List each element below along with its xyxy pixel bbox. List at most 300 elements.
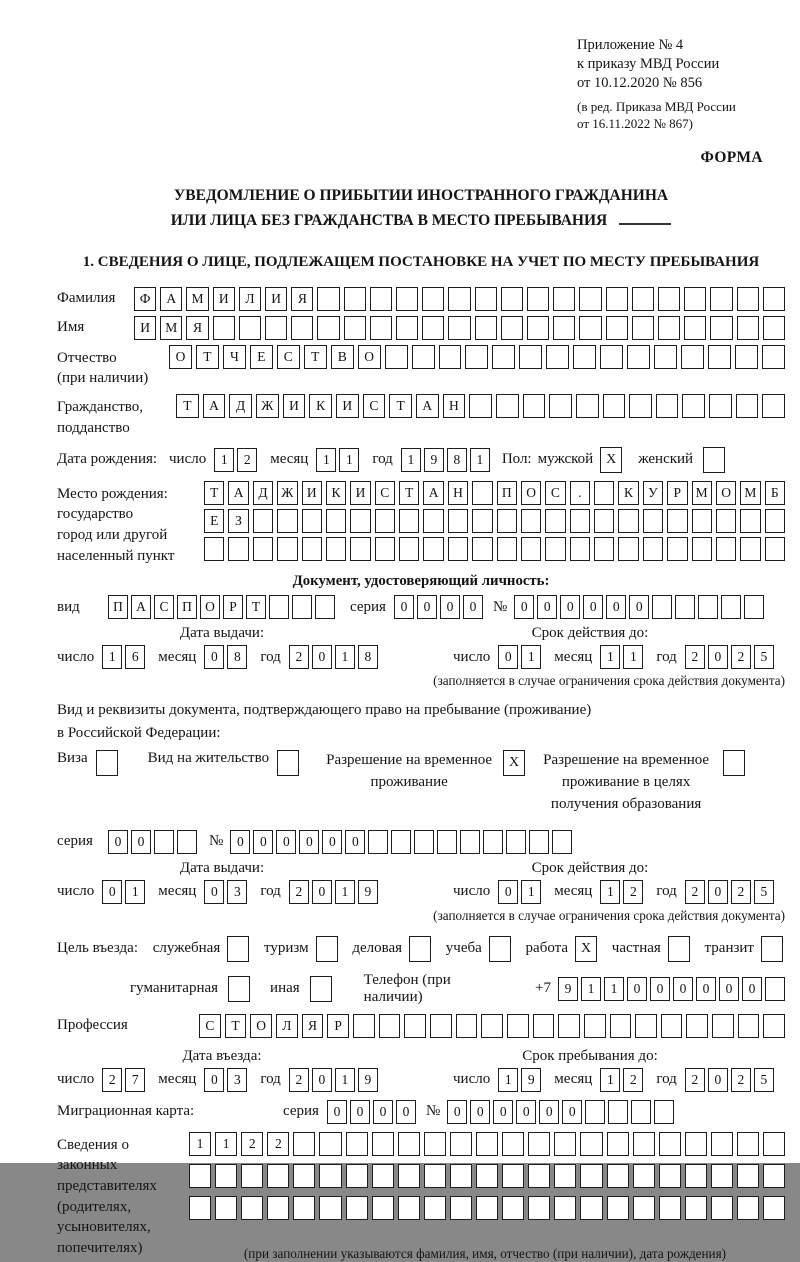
birthplace-cells-3-char[interactable] — [497, 537, 517, 561]
birthplace-cells-1-char[interactable]: О — [521, 481, 541, 505]
day-cell[interactable]: 9 — [521, 1068, 541, 1092]
day-cell[interactable]: 1 — [521, 880, 541, 904]
citizenship-cells-char[interactable] — [523, 394, 546, 418]
representatives-cells-2-char[interactable] — [633, 1164, 655, 1188]
birthplace-cells-2-char[interactable]: З — [228, 509, 248, 533]
profession-cells-char[interactable] — [610, 1014, 632, 1038]
month-cell[interactable]: 3 — [227, 1068, 247, 1092]
day-cell[interactable]: 1 — [521, 645, 541, 669]
birthplace-cells-1-char[interactable] — [594, 481, 614, 505]
doc-type-cells-char[interactable]: А — [131, 595, 151, 619]
representatives-cells-3-char[interactable] — [319, 1196, 341, 1220]
birthplace-cells-3-char[interactable] — [667, 537, 687, 561]
representatives-cells-1-char[interactable] — [685, 1132, 707, 1156]
birthplace-cells-3-char[interactable] — [618, 537, 638, 561]
name-cells-char[interactable] — [370, 316, 392, 340]
name-cells-char[interactable] — [632, 316, 654, 340]
profession-cells-char[interactable] — [533, 1014, 555, 1038]
name-cells-char[interactable]: Я — [186, 316, 208, 340]
name-cells-char[interactable] — [344, 316, 366, 340]
surname-cells-char[interactable]: И — [213, 287, 235, 311]
representatives-cells-1-char[interactable] — [346, 1132, 368, 1156]
month-cell[interactable]: 1 — [316, 448, 336, 472]
residence-number-cells-char[interactable]: 0 — [276, 830, 296, 854]
representatives-cells-2-char[interactable] — [554, 1164, 576, 1188]
citizenship-cells-char[interactable] — [469, 394, 492, 418]
patronymic-cells-char[interactable]: Е — [250, 345, 273, 369]
representatives-cells-1-char[interactable] — [293, 1132, 315, 1156]
year-cell[interactable]: 9 — [358, 1068, 378, 1092]
residence-number-cells-char[interactable]: 0 — [322, 830, 342, 854]
day-cell[interactable]: 0 — [498, 645, 518, 669]
birthplace-cells-2-char[interactable] — [326, 509, 346, 533]
profession-cells-char[interactable]: С — [199, 1014, 221, 1038]
day-cell[interactable]: 0 — [102, 880, 122, 904]
birthplace-cells-3-char[interactable] — [253, 537, 273, 561]
birthplace-cells-2-char[interactable] — [643, 509, 663, 533]
doc-type-cells-char[interactable]: П — [177, 595, 197, 619]
name-cells-char[interactable] — [606, 316, 628, 340]
year-cell[interactable]: 1 — [335, 645, 355, 669]
surname-cells-char[interactable] — [475, 287, 497, 311]
residence-number-cells-char[interactable] — [368, 830, 388, 854]
representatives-cells-3-char[interactable] — [607, 1196, 629, 1220]
private-checkbox[interactable] — [668, 936, 690, 962]
day-cell[interactable]: 2 — [237, 448, 257, 472]
year-cell[interactable]: 2 — [289, 880, 309, 904]
surname-cells-char[interactable] — [737, 287, 759, 311]
month-cell[interactable]: 0 — [204, 1068, 224, 1092]
patronymic-cells-char[interactable] — [573, 345, 596, 369]
name-cells-char[interactable] — [684, 316, 706, 340]
name-cells-char[interactable] — [501, 316, 523, 340]
birthplace-cells-1-char[interactable]: Ж — [277, 481, 297, 505]
representatives-cells-1-char[interactable] — [554, 1132, 576, 1156]
residence-number-cells-char[interactable]: 0 — [253, 830, 273, 854]
birthplace-cells-3-char[interactable] — [228, 537, 248, 561]
birthplace-cells-2-char[interactable] — [302, 509, 322, 533]
citizenship-cells-char[interactable] — [762, 394, 785, 418]
citizenship-cells-char[interactable] — [682, 394, 705, 418]
profession-cells-char[interactable] — [481, 1014, 503, 1038]
birthplace-cells-3-char[interactable] — [643, 537, 663, 561]
representatives-cells-1-char[interactable]: 1 — [215, 1132, 237, 1156]
name-cells-char[interactable] — [737, 316, 759, 340]
citizenship-cells-char[interactable] — [496, 394, 519, 418]
year-cell[interactable]: 2 — [685, 1068, 705, 1092]
patronymic-cells-char[interactable] — [412, 345, 435, 369]
year-cell[interactable]: 0 — [708, 880, 728, 904]
residence-number-cells-char[interactable] — [414, 830, 434, 854]
birthplace-cells-1-char[interactable]: Т — [204, 481, 224, 505]
surname-cells-char[interactable] — [553, 287, 575, 311]
residence-permit-checkbox[interactable] — [277, 750, 299, 776]
day-cell[interactable]: 1 — [498, 1068, 518, 1092]
name-cells-char[interactable] — [658, 316, 680, 340]
study-checkbox[interactable] — [489, 936, 511, 962]
birthplace-cells-3-char[interactable] — [765, 537, 785, 561]
representatives-cells-1-char[interactable] — [372, 1132, 394, 1156]
representatives-cells-3-char[interactable] — [737, 1196, 759, 1220]
name-cells-char[interactable] — [553, 316, 575, 340]
citizenship-cells-char[interactable]: И — [336, 394, 359, 418]
birthplace-cells-3-char[interactable] — [204, 537, 224, 561]
month-cell[interactable]: 1 — [600, 1068, 620, 1092]
name-cells-char[interactable] — [710, 316, 732, 340]
patronymic-cells-char[interactable] — [385, 345, 408, 369]
representatives-cells-2-char[interactable] — [372, 1164, 394, 1188]
representatives-cells-1-char[interactable] — [424, 1132, 446, 1156]
birthplace-cells-2-char[interactable] — [570, 509, 590, 533]
surname-cells-char[interactable] — [632, 287, 654, 311]
representatives-cells-1-char[interactable] — [737, 1132, 759, 1156]
name-cells-char[interactable] — [396, 316, 418, 340]
citizenship-cells-char[interactable]: С — [363, 394, 386, 418]
profession-cells-char[interactable]: О — [250, 1014, 272, 1038]
other-purpose-checkbox[interactable] — [310, 976, 332, 1002]
birthplace-cells-3-char[interactable] — [399, 537, 419, 561]
birthplace-cells-2-char[interactable] — [350, 509, 370, 533]
doc-type-cells-char[interactable] — [315, 595, 335, 619]
birthplace-cells-3-char[interactable] — [692, 537, 712, 561]
mig-number-cells-char[interactable] — [585, 1100, 605, 1124]
phone-cells-char[interactable]: 0 — [627, 977, 647, 1001]
name-cells-char[interactable]: М — [160, 316, 182, 340]
birthplace-cells-2-char[interactable] — [716, 509, 736, 533]
day-cell[interactable]: 0 — [498, 880, 518, 904]
birthplace-cells-3-char[interactable] — [740, 537, 760, 561]
phone-cells-char[interactable]: 1 — [581, 977, 601, 1001]
patronymic-cells-char[interactable] — [627, 345, 650, 369]
residence-number-cells-char[interactable] — [552, 830, 572, 854]
year-cell[interactable]: 0 — [312, 645, 332, 669]
birthplace-cells-1-char[interactable]: И — [302, 481, 322, 505]
sex-male-checkbox[interactable]: X — [600, 447, 622, 473]
surname-cells-char[interactable] — [684, 287, 706, 311]
name-cells-char[interactable]: И — [134, 316, 156, 340]
profession-cells-char[interactable] — [712, 1014, 734, 1038]
birthplace-cells-1-char[interactable]: Р — [667, 481, 687, 505]
citizenship-cells-char[interactable]: Т — [389, 394, 412, 418]
birthplace-cells-1-char[interactable]: У — [643, 481, 663, 505]
profession-cells-char[interactable]: Т — [225, 1014, 247, 1038]
birthplace-cells-1-char[interactable]: А — [423, 481, 443, 505]
birthplace-cells-2-char[interactable] — [472, 509, 492, 533]
surname-cells-char[interactable] — [606, 287, 628, 311]
birthplace-cells-3-char[interactable] — [570, 537, 590, 561]
birthplace-cells-1-char[interactable]: А — [228, 481, 248, 505]
residence-number-cells-char[interactable]: 0 — [299, 830, 319, 854]
birthplace-cells-1-char[interactable]: С — [545, 481, 565, 505]
representatives-cells-1-char[interactable] — [763, 1132, 785, 1156]
transit-checkbox[interactable] — [761, 936, 783, 962]
surname-cells-char[interactable] — [579, 287, 601, 311]
month-cell[interactable]: 1 — [600, 645, 620, 669]
birthplace-cells-1-char[interactable]: С — [375, 481, 395, 505]
birthplace-cells-2-char[interactable] — [253, 509, 273, 533]
name-cells-char[interactable] — [291, 316, 313, 340]
mig-number-cells-char[interactable]: 0 — [447, 1100, 467, 1124]
representatives-cells-3-char[interactable] — [763, 1196, 785, 1220]
surname-cells-char[interactable]: Л — [239, 287, 261, 311]
doc-type-cells-char[interactable]: Т — [246, 595, 266, 619]
patronymic-cells-char[interactable] — [519, 345, 542, 369]
citizenship-cells-char[interactable]: Т — [176, 394, 199, 418]
representatives-cells-3-char[interactable] — [372, 1196, 394, 1220]
patronymic-cells-char[interactable] — [762, 345, 785, 369]
mig-seriya-cells-char[interactable]: 0 — [396, 1100, 416, 1124]
residence-number-cells-char[interactable] — [506, 830, 526, 854]
name-cells-char[interactable] — [448, 316, 470, 340]
birthplace-cells-2-char[interactable] — [618, 509, 638, 533]
representatives-cells-2-char[interactable] — [502, 1164, 524, 1188]
phone-cells-char[interactable]: 1 — [604, 977, 624, 1001]
birthplace-cells-2-char[interactable] — [594, 509, 614, 533]
year-cell[interactable]: 5 — [754, 880, 774, 904]
mig-number-cells-char[interactable]: 0 — [493, 1100, 513, 1124]
representatives-cells-3-char[interactable] — [502, 1196, 524, 1220]
representatives-cells-2-char[interactable] — [659, 1164, 681, 1188]
citizenship-cells-char[interactable]: Ж — [256, 394, 279, 418]
birthplace-cells-2-char[interactable] — [765, 509, 785, 533]
temp-residence-checkbox[interactable]: X — [503, 750, 525, 776]
day-cell[interactable]: 6 — [125, 645, 145, 669]
birthplace-cells-1-char[interactable]: М — [740, 481, 760, 505]
birthplace-cells-1-char[interactable]: М — [692, 481, 712, 505]
representatives-cells-2-char[interactable] — [398, 1164, 420, 1188]
representatives-cells-2-char[interactable] — [580, 1164, 602, 1188]
year-cell[interactable]: 1 — [335, 880, 355, 904]
birthplace-cells-1-char[interactable]: Н — [448, 481, 468, 505]
phone-cells-char[interactable]: 0 — [673, 977, 693, 1001]
representatives-cells-2-char[interactable] — [346, 1164, 368, 1188]
surname-cells-char[interactable] — [501, 287, 523, 311]
birthplace-cells-1-char[interactable]: Т — [399, 481, 419, 505]
mig-number-cells-char[interactable] — [631, 1100, 651, 1124]
doc-number-cells-char[interactable]: 0 — [583, 595, 603, 619]
birthplace-cells-2-char[interactable] — [375, 509, 395, 533]
birthplace-cells-1-char[interactable]: О — [716, 481, 736, 505]
birthplace-cells-3-char[interactable] — [716, 537, 736, 561]
representatives-cells-1-char[interactable] — [633, 1132, 655, 1156]
year-cell[interactable]: 8 — [358, 645, 378, 669]
representatives-cells-2-char[interactable] — [685, 1164, 707, 1188]
month-cell[interactable]: 1 — [339, 448, 359, 472]
residence-seriya-cells-char[interactable]: 0 — [131, 830, 151, 854]
birthplace-cells-2-char[interactable] — [692, 509, 712, 533]
birthplace-cells-3-char[interactable] — [350, 537, 370, 561]
surname-cells-char[interactable] — [396, 287, 418, 311]
residence-number-cells-char[interactable] — [483, 830, 503, 854]
name-cells-char[interactable] — [527, 316, 549, 340]
month-cell[interactable]: 0 — [204, 880, 224, 904]
name-cells-char[interactable] — [239, 316, 261, 340]
business-checkbox[interactable] — [227, 936, 249, 962]
year-cell[interactable]: 2 — [731, 645, 751, 669]
representatives-cells-1-char[interactable] — [319, 1132, 341, 1156]
birthplace-cells-2-char[interactable] — [399, 509, 419, 533]
representatives-cells-3-char[interactable] — [293, 1196, 315, 1220]
patronymic-cells-char[interactable]: В — [331, 345, 354, 369]
representatives-cells-1-char[interactable] — [502, 1132, 524, 1156]
birthplace-cells-2-char[interactable] — [667, 509, 687, 533]
citizenship-cells-char[interactable] — [603, 394, 626, 418]
doc-type-cells-char[interactable] — [269, 595, 289, 619]
surname-cells-char[interactable] — [370, 287, 392, 311]
representatives-cells-1-char[interactable] — [607, 1132, 629, 1156]
birthplace-cells-3-char[interactable] — [448, 537, 468, 561]
visa-checkbox[interactable] — [96, 750, 118, 776]
representatives-cells-3-char[interactable] — [241, 1196, 263, 1220]
citizenship-cells-char[interactable]: К — [309, 394, 332, 418]
representatives-cells-2-char[interactable] — [607, 1164, 629, 1188]
representatives-cells-2-char[interactable] — [476, 1164, 498, 1188]
commercial-checkbox[interactable] — [409, 936, 431, 962]
citizenship-cells-char[interactable] — [656, 394, 679, 418]
profession-cells-char[interactable] — [507, 1014, 529, 1038]
year-cell[interactable]: 1 — [401, 448, 421, 472]
representatives-cells-3-char[interactable] — [398, 1196, 420, 1220]
patronymic-cells-char[interactable] — [708, 345, 731, 369]
year-cell[interactable]: 9 — [358, 880, 378, 904]
doc-seriya-cells-char[interactable]: 0 — [463, 595, 483, 619]
representatives-cells-3-char[interactable] — [424, 1196, 446, 1220]
doc-seriya-cells-char[interactable]: 0 — [394, 595, 414, 619]
name-cells-char[interactable] — [213, 316, 235, 340]
citizenship-cells-char[interactable]: Д — [229, 394, 252, 418]
birthplace-cells-2-char[interactable] — [740, 509, 760, 533]
phone-cells-char[interactable]: 9 — [558, 977, 578, 1001]
representatives-cells-2-char[interactable] — [450, 1164, 472, 1188]
doc-number-cells-char[interactable]: 0 — [537, 595, 557, 619]
profession-cells-char[interactable] — [379, 1014, 401, 1038]
phone-cells-char[interactable]: 0 — [742, 977, 762, 1001]
month-cell[interactable]: 2 — [623, 1068, 643, 1092]
mig-number-cells-char[interactable]: 0 — [539, 1100, 559, 1124]
representatives-cells-2-char[interactable] — [319, 1164, 341, 1188]
representatives-cells-3-char[interactable] — [189, 1196, 211, 1220]
surname-cells-char[interactable]: А — [160, 287, 182, 311]
representatives-cells-3-char[interactable] — [659, 1196, 681, 1220]
representatives-cells-3-char[interactable] — [711, 1196, 733, 1220]
year-cell[interactable]: 2 — [731, 1068, 751, 1092]
patronymic-cells-char[interactable]: Т — [196, 345, 219, 369]
birthplace-cells-2-char[interactable] — [545, 509, 565, 533]
patronymic-cells-char[interactable]: Ч — [223, 345, 246, 369]
representatives-cells-1-char[interactable] — [659, 1132, 681, 1156]
birthplace-cells-1-char[interactable]: . — [570, 481, 590, 505]
birthplace-cells-3-char[interactable] — [545, 537, 565, 561]
representatives-cells-2-char[interactable] — [293, 1164, 315, 1188]
doc-number-cells-char[interactable]: 0 — [606, 595, 626, 619]
year-cell[interactable]: 1 — [470, 448, 490, 472]
birthplace-cells-2-char[interactable] — [521, 509, 541, 533]
birthplace-cells-1-char[interactable]: П — [497, 481, 517, 505]
residence-number-cells-char[interactable] — [529, 830, 549, 854]
doc-type-cells-char[interactable]: О — [200, 595, 220, 619]
representatives-cells-3-char[interactable] — [215, 1196, 237, 1220]
representatives-cells-3-char[interactable] — [580, 1196, 602, 1220]
surname-cells-char[interactable] — [422, 287, 444, 311]
year-cell[interactable]: 2 — [685, 645, 705, 669]
month-cell[interactable]: 3 — [227, 880, 247, 904]
citizenship-cells-char[interactable] — [576, 394, 599, 418]
sex-female-checkbox[interactable] — [703, 447, 725, 473]
birthplace-cells-2-char[interactable] — [497, 509, 517, 533]
patronymic-cells-char[interactable] — [654, 345, 677, 369]
profession-cells-char[interactable] — [353, 1014, 375, 1038]
representatives-cells-2-char[interactable] — [763, 1164, 785, 1188]
profession-cells-char[interactable] — [661, 1014, 683, 1038]
profession-cells-char[interactable]: Я — [302, 1014, 324, 1038]
profession-cells-char[interactable] — [584, 1014, 606, 1038]
doc-seriya-cells-char[interactable]: 0 — [417, 595, 437, 619]
profession-cells-char[interactable] — [558, 1014, 580, 1038]
name-cells-char[interactable] — [475, 316, 497, 340]
representatives-cells-1-char[interactable]: 1 — [189, 1132, 211, 1156]
surname-cells-char[interactable] — [448, 287, 470, 311]
patronymic-cells-char[interactable] — [492, 345, 515, 369]
doc-number-cells-char[interactable] — [675, 595, 695, 619]
doc-number-cells-char[interactable]: 0 — [560, 595, 580, 619]
work-checkbox[interactable]: X — [575, 936, 597, 962]
year-cell[interactable]: 0 — [312, 1068, 332, 1092]
mig-number-cells-char[interactable]: 0 — [562, 1100, 582, 1124]
representatives-cells-2-char[interactable] — [737, 1164, 759, 1188]
patronymic-cells-char[interactable] — [465, 345, 488, 369]
day-cell[interactable]: 1 — [214, 448, 234, 472]
doc-number-cells-char[interactable]: 0 — [514, 595, 534, 619]
citizenship-cells-char[interactable]: А — [416, 394, 439, 418]
citizenship-cells-char[interactable]: Н — [443, 394, 466, 418]
month-cell[interactable]: 0 — [204, 645, 224, 669]
citizenship-cells-char[interactable] — [709, 394, 732, 418]
birthplace-cells-1-char[interactable]: Д — [253, 481, 273, 505]
birthplace-cells-2-char[interactable] — [423, 509, 443, 533]
doc-number-cells-char[interactable] — [744, 595, 764, 619]
surname-cells-char[interactable]: И — [265, 287, 287, 311]
doc-seriya-cells-char[interactable]: 0 — [440, 595, 460, 619]
doc-type-cells-char[interactable]: С — [154, 595, 174, 619]
birthplace-cells-1-char[interactable]: Б — [765, 481, 785, 505]
month-cell[interactable]: 8 — [227, 645, 247, 669]
profession-cells-char[interactable]: Р — [327, 1014, 349, 1038]
residence-number-cells-char[interactable] — [391, 830, 411, 854]
doc-number-cells-char[interactable]: 0 — [629, 595, 649, 619]
mig-number-cells-char[interactable]: 0 — [470, 1100, 490, 1124]
representatives-cells-2-char[interactable] — [189, 1164, 211, 1188]
representatives-cells-3-char[interactable] — [346, 1196, 368, 1220]
representatives-cells-1-char[interactable]: 2 — [241, 1132, 263, 1156]
name-cells-char[interactable] — [579, 316, 601, 340]
representatives-cells-1-char[interactable] — [711, 1132, 733, 1156]
birthplace-cells-1-char[interactable]: К — [326, 481, 346, 505]
temp-residence-education-checkbox[interactable] — [723, 750, 745, 776]
profession-cells-char[interactable] — [763, 1014, 785, 1038]
profession-cells-char[interactable] — [404, 1014, 426, 1038]
representatives-cells-1-char[interactable] — [476, 1132, 498, 1156]
mig-number-cells-char[interactable] — [654, 1100, 674, 1124]
representatives-cells-2-char[interactable] — [267, 1164, 289, 1188]
representatives-cells-1-char[interactable] — [398, 1132, 420, 1156]
representatives-cells-3-char[interactable] — [476, 1196, 498, 1220]
year-cell[interactable]: 8 — [447, 448, 467, 472]
birthplace-cells-2-char[interactable]: Е — [204, 509, 224, 533]
day-cell[interactable]: 1 — [102, 645, 122, 669]
surname-cells-char[interactable]: Я — [291, 287, 313, 311]
year-cell[interactable]: 2 — [289, 645, 309, 669]
patronymic-cells-char[interactable] — [735, 345, 758, 369]
